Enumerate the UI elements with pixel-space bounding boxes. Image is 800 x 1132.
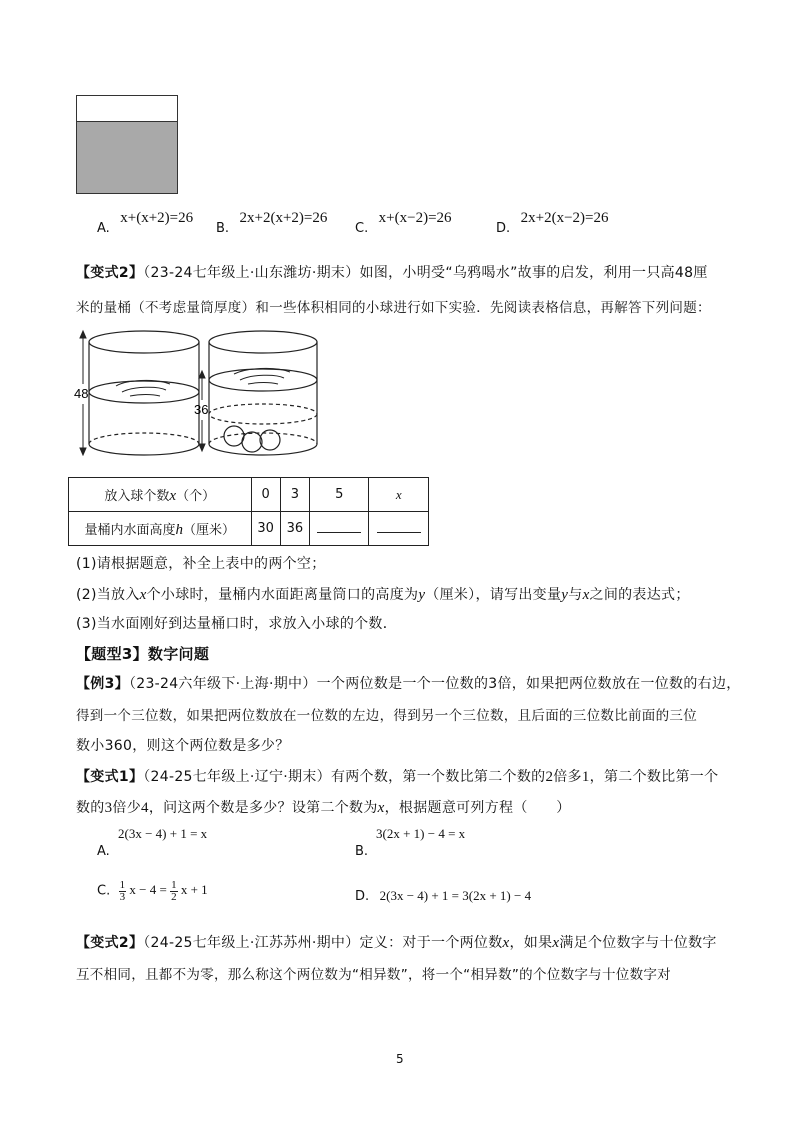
- fraction: [170, 880, 178, 903]
- numerator: 1: [119, 879, 126, 891]
- text: 倍多: [553, 769, 582, 785]
- fraction: [119, 880, 127, 903]
- prev-option-b: [216, 210, 328, 236]
- variant2b-line1: [76, 932, 717, 952]
- table-cell: 0: [251, 478, 280, 512]
- var-h: h: [175, 521, 183, 538]
- text: （厘米），请写出变量: [425, 587, 562, 603]
- variant1-option-c: [97, 880, 208, 903]
- question-text: 如图，小明受“乌鸦喝水”故事的启发，利用一只高48厘: [359, 265, 708, 281]
- option-label: C.: [355, 221, 369, 236]
- text: ，根据题意可列方程（ ）: [384, 800, 571, 816]
- cylinder-figure: [74, 328, 324, 456]
- source-tag: （24-25七年级上·辽宁·期末）: [143, 769, 331, 785]
- example-tag: 【例3】: [76, 676, 129, 692]
- variant1-line1: [76, 766, 718, 786]
- number: 4: [141, 800, 149, 816]
- option-label: B.: [355, 844, 369, 859]
- table-row: [69, 478, 429, 512]
- text: 定义：对于一个两位数: [359, 935, 503, 951]
- question-text: 一个两位数是一个一位数的3倍，如果把两位数放在一位数的右边，: [316, 676, 741, 692]
- source-tag: （23-24七年级上·山东潍坊·期末）: [143, 265, 360, 281]
- option-label: A.: [97, 221, 110, 236]
- option-expr: 2x+2(x−2)=26: [520, 210, 609, 226]
- var-x: x: [377, 800, 385, 816]
- source-tag: （24-25七年级上·江苏苏州·期中）: [143, 935, 360, 951]
- table-cell: 3: [280, 478, 309, 512]
- var-y: y: [561, 587, 569, 603]
- prev-option-d: [496, 210, 609, 236]
- example3-line3: 数小360，则这个两位数是多少？: [76, 738, 290, 754]
- var-x: x: [502, 935, 510, 951]
- number: 2: [545, 769, 554, 785]
- text: ，如果: [509, 935, 553, 951]
- var-y: y: [418, 587, 426, 603]
- var-x: x: [139, 587, 147, 603]
- table-cell: 5: [309, 478, 368, 512]
- rectangle-figure: [76, 95, 178, 194]
- number: 1: [581, 769, 590, 785]
- denominator: 3: [119, 891, 126, 903]
- option-expr: 2x+2(x+2)=26: [239, 210, 328, 226]
- var-x: x: [582, 587, 590, 603]
- row-header-unit: （厘米）: [183, 522, 236, 538]
- label-48: 48: [74, 386, 89, 401]
- prev-option-c: [355, 210, 452, 236]
- table-cell: 36: [280, 512, 309, 546]
- text: 数的: [76, 800, 105, 816]
- text: 个小球时，量桶内水面距离量筒口的高度为: [146, 587, 419, 603]
- answer-blank: [377, 520, 421, 533]
- text: 与: [568, 587, 583, 603]
- table-cell: x: [369, 478, 429, 512]
- table-row: [69, 512, 429, 546]
- page-number: 5: [396, 1052, 404, 1066]
- variant-tag: 【变式1】: [76, 769, 144, 785]
- variant2a-line1: [76, 262, 708, 282]
- subquestion-3: (3)当水面刚好到达量桶口时，求放入小球的个数．: [76, 616, 398, 632]
- row-header-unit: （个）: [176, 488, 216, 504]
- option-label: A.: [97, 844, 110, 859]
- var-x: x: [169, 487, 177, 504]
- variant2b-line2: 互不相同，且都不为零，那么称这个两位数为“相异数”，将一个“相异数”的个位数字与十位数字对: [76, 967, 671, 983]
- subquestion-2: [76, 584, 690, 604]
- section-title: 【题型3】数字问题: [76, 645, 210, 663]
- variant-tag: 【变式2】: [76, 935, 144, 951]
- table-cell: 30: [251, 512, 280, 546]
- option-label: B.: [216, 221, 230, 236]
- number: 3: [104, 800, 113, 816]
- row-header-text: 量桶内水面高度: [84, 522, 176, 538]
- text: 倍少: [112, 800, 142, 816]
- variant1-option-b: [355, 826, 465, 859]
- variant-tag: 【变式2】: [76, 265, 144, 281]
- label-36: 36: [194, 402, 209, 417]
- source-tag: （23-24六年级下·上海·期中）: [128, 676, 317, 692]
- blank-cell: [369, 512, 429, 546]
- cylinder-right: [209, 331, 317, 455]
- option-expr: 3(2x + 1) − 4 = x: [376, 826, 466, 841]
- option-expr: 2(3x − 4) + 1 = x: [118, 826, 208, 841]
- text: ，第二个数比第一个: [589, 769, 719, 785]
- example3-line2: 得到一个三位数，如果把两位数放在一位数的左边，得到另一个三位数，且后面的三位数比前面的三位: [76, 708, 697, 724]
- option-label: D.: [355, 889, 370, 904]
- option-label: D.: [496, 221, 511, 236]
- blank-cell: [309, 512, 368, 546]
- expr-part: x + 1: [180, 882, 208, 898]
- prev-option-a: [97, 210, 194, 236]
- row-header: [69, 478, 252, 512]
- variant1-line2: [76, 797, 571, 817]
- answer-blank: [317, 520, 361, 533]
- cylinder-left: [89, 331, 199, 455]
- shaded-region: [77, 121, 177, 193]
- expr-part: x − 4 =: [129, 882, 167, 898]
- denominator: 2: [171, 891, 177, 903]
- experiment-table: [68, 477, 429, 546]
- variant1-option-d: [355, 888, 531, 904]
- variant1-option-a: [97, 826, 207, 859]
- option-label: C.: [97, 883, 111, 899]
- text: 有两个数，第一个数比第二个数的: [330, 769, 546, 785]
- var-x: x: [552, 935, 560, 951]
- row-header-text: 放入球个数: [104, 488, 170, 504]
- text: 之间的表达式；: [589, 587, 690, 603]
- option-expr: 2(3x − 4) + 1 = 3(2x + 1) − 4: [379, 888, 532, 903]
- option-expr: x+(x−2)=26: [378, 210, 452, 226]
- text: 满足个位数字与十位数字: [559, 935, 717, 951]
- example3-line1: [76, 673, 741, 693]
- text: ，问这两个数是多少？设第二个数为: [148, 800, 378, 816]
- numerator: 1: [171, 879, 177, 891]
- subquestion-1: (1)请根据题意，补全上表中的两个空；: [76, 556, 326, 572]
- row-header: [69, 512, 252, 546]
- text: (2)当放入: [76, 587, 140, 603]
- variant2a-line2: 米的量桶（不考虑量筒厚度）和一些体积相同的小球进行如下实验．先阅读表格信息，再解答下列问题：: [76, 300, 711, 316]
- option-expr: x+(x+2)=26: [120, 210, 194, 226]
- option-expr: [119, 879, 208, 903]
